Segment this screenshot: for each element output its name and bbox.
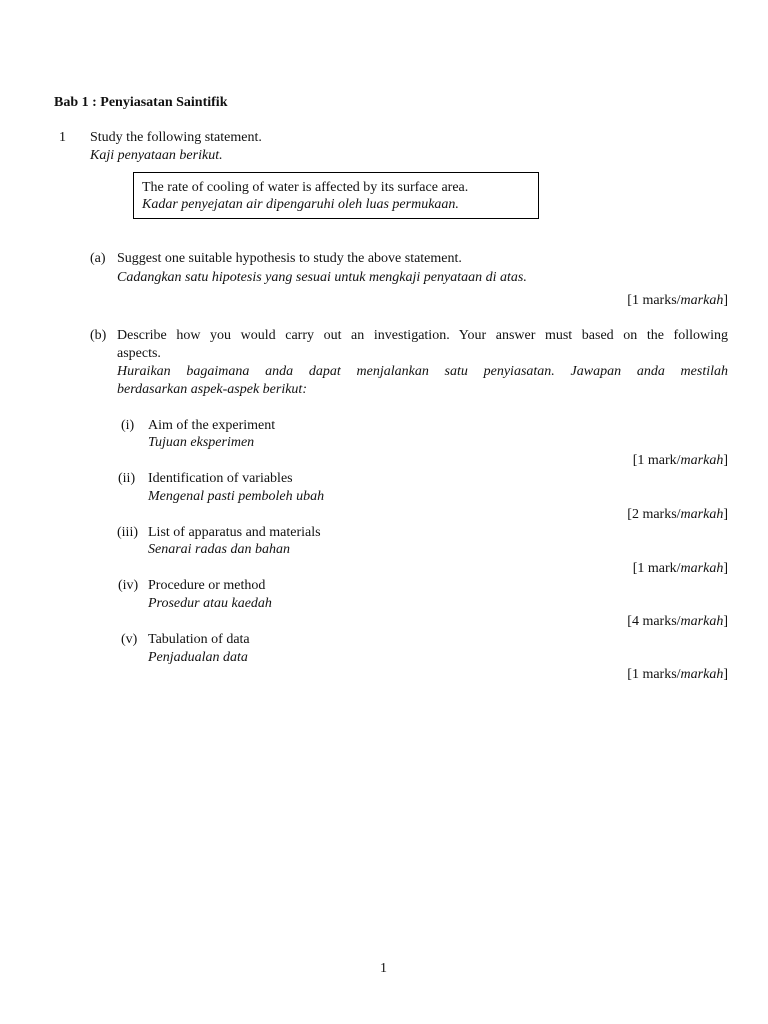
subitem-label: (i) [121, 418, 135, 433]
subitem-ms: Penjadualan data [148, 650, 248, 665]
part-a-text-ms: Cadangkan satu hipotesis yang sesuai untuk mengkaji penyataan di atas. [117, 270, 527, 285]
chapter-title: Bab 1 : Penyiasatan Saintifik [54, 95, 228, 110]
subitem-marks: [2 marks/markah] [627, 507, 728, 522]
page-number: 1 [380, 961, 387, 976]
question-instruction-en: Study the following statement. [90, 130, 262, 145]
subitem-ms: Senarai radas dan bahan [148, 542, 290, 557]
subitem-en: Tabulation of data [148, 632, 250, 647]
subitem-marks: [1 marks/markah] [627, 667, 728, 682]
question-instruction-ms: Kaji penyataan berikut. [90, 148, 223, 163]
subitem-en: Aim of the experiment [148, 418, 276, 433]
part-a-marks: [1 marks/markah] [627, 293, 728, 308]
part-b-text-en-line2: aspects. [117, 346, 161, 361]
subitem-ms: Tujuan eksperimen [148, 435, 255, 450]
subitem-ms: Mengenal pasti pemboleh ubah [148, 489, 325, 504]
part-b-label: (b) [90, 328, 107, 343]
statement-en: The rate of cooling of water is affected by its surface area. [142, 180, 469, 195]
subitem-en: List of apparatus and materials [148, 525, 321, 540]
subitem-label: (ii) [118, 471, 136, 486]
part-a-label: (a) [90, 251, 106, 266]
subitem-en: Procedure or method [148, 578, 266, 593]
part-b-text-en-line1: Describe how you would carry out an investigation. Your answer must based on the following [117, 328, 728, 343]
subitem-label: (v) [121, 632, 138, 647]
question-number: 1 [59, 130, 66, 145]
part-b-text-ms-line2: berdasarkan aspek-aspek berikut: [117, 382, 307, 397]
subitem-ms: Prosedur atau kaedah [148, 596, 272, 611]
statement-ms: Kadar penyejatan air dipengaruhi oleh luas permukaan. [142, 197, 459, 212]
part-b-text-ms-line1: Huraikan bagaimana anda dapat menjalankan satu penyiasatan. Jawapan anda mestilah [117, 364, 728, 379]
subitem-en: Identification of variables [148, 471, 293, 486]
subitem-marks: [4 marks/markah] [627, 614, 728, 629]
subitem-marks: [1 mark/markah] [632, 561, 728, 576]
subitem-marks: [1 mark/markah] [632, 453, 728, 468]
subitem-label: (iv) [118, 578, 139, 593]
subitem-label: (iii) [117, 525, 138, 540]
part-a-text-en: Suggest one suitable hypothesis to study the above statement. [117, 251, 462, 266]
